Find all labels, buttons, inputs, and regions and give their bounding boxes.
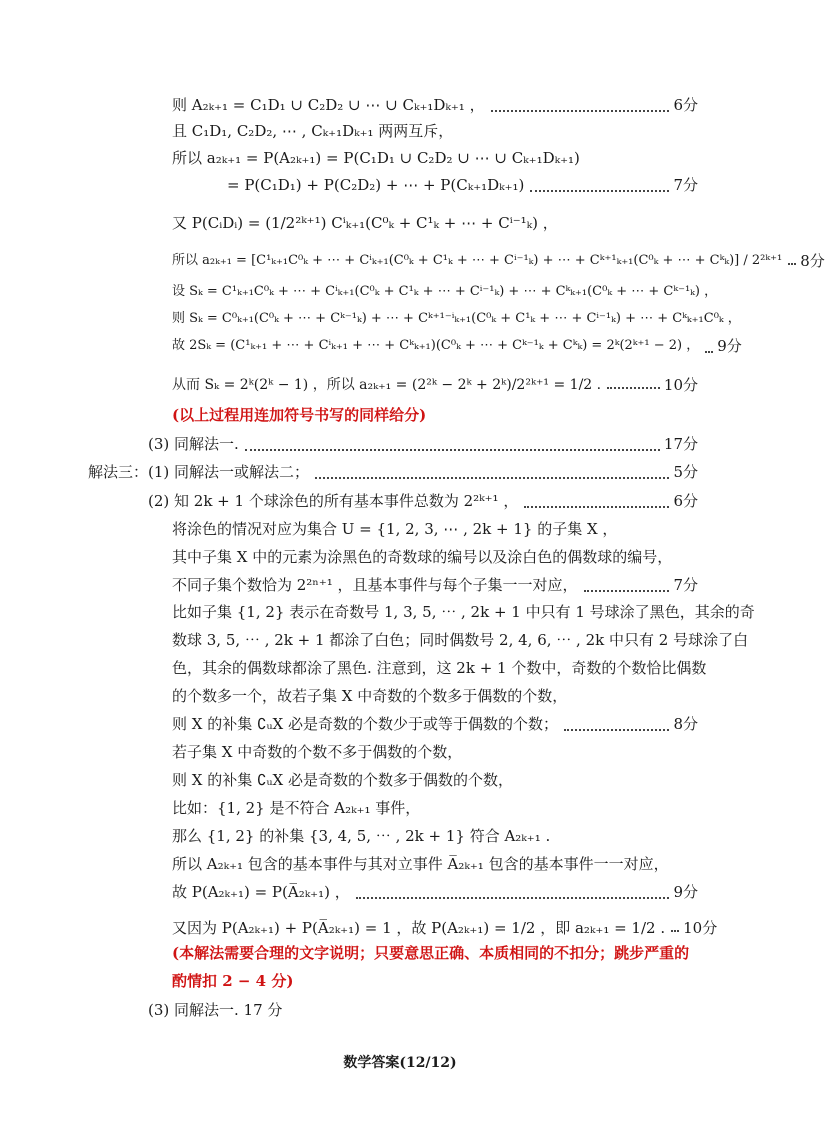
line-text: 设 Sₖ = C¹ₖ₊₁C⁰ₖ + ⋯ + Cⁱₖ₊₁(C⁰ₖ + C¹ₖ + ⋯ + Cⁱ⁻¹ₖ) + ⋯ + Cᵏₖ₊₁(C⁰ₖ + ⋯ + Cᵏ⁻¹ₖ) ， bbox=[172, 284, 718, 299]
line-22 bbox=[172, 714, 698, 740]
score-label: 5分 bbox=[673, 463, 698, 481]
line-text: 所以 a₂ₖ₊₁ = [C¹ₖ₊₁C⁰ₖ + ⋯ + Cⁱₖ₊₁(C⁰ₖ + C¹ₖ + ⋯ + Cⁱ⁻¹ₖ) + ⋯ + Cᵏ⁺¹ₖ₊₁(C⁰ₖ + ⋯ + Cᵏₖ)] / 2²ᵏ⁺¹ bbox=[172, 253, 783, 268]
leader-dots bbox=[491, 110, 670, 112]
line-7 bbox=[172, 282, 718, 308]
leader-dots bbox=[530, 190, 669, 192]
line-3 bbox=[172, 148, 698, 174]
score-label: 6分 bbox=[673, 96, 698, 114]
line-12 bbox=[148, 434, 698, 460]
leader-dots bbox=[564, 729, 669, 731]
line-text: (3) 同解法一. 17 分 bbox=[148, 1001, 283, 1019]
line-15 bbox=[172, 519, 698, 545]
line-text: (以上过程用连加符号书写的同样给分) bbox=[172, 406, 427, 424]
line-text: 色，其余的偶数球都涂了黑色. 注意到，这 2k + 1 个数中，奇数的个数恰比偶数 bbox=[172, 659, 707, 677]
line-text: 数球 3, 5, ⋯ , 2k + 1 都涂了白色；同时偶数号 2, 4, 6, ⋯ , 2k 中只有 2 号球涂了白 bbox=[172, 631, 749, 649]
line-text: 则 X 的补集 ∁ᵤX 必是奇数的个数多于偶数的个数， bbox=[172, 771, 513, 789]
line-text: 解法三：(1) 同解法一或解法二； bbox=[88, 463, 310, 481]
line-16 bbox=[172, 547, 698, 573]
line-9 bbox=[172, 336, 742, 362]
line-32 bbox=[148, 1000, 698, 1026]
line-18 bbox=[172, 602, 755, 628]
line-23 bbox=[172, 742, 698, 768]
line-25 bbox=[172, 798, 698, 824]
leader-dots bbox=[671, 930, 679, 932]
score-label: 9分 bbox=[673, 883, 698, 901]
leader-dots bbox=[607, 387, 660, 389]
score-label: 10分 bbox=[663, 376, 698, 394]
line-text: 将涂色的情况对应为集合 U = {1, 2, 3, ⋯ , 2k + 1} 的子集 X ， bbox=[172, 520, 618, 538]
line-text: 则 A₂ₖ₊₁ = C₁D₁ ∪ C₂D₂ ∪ ⋯ ∪ Cₖ₊₁Dₖ₊₁ ， bbox=[172, 96, 485, 114]
page-footer: 数学答案(12/12) bbox=[343, 1055, 457, 1071]
line-29 bbox=[172, 905, 718, 941]
note-red-2 bbox=[172, 943, 698, 969]
line-13 bbox=[88, 462, 698, 488]
line-text: 所以 a₂ₖ₊₁ = P(A₂ₖ₊₁) = P(C₁D₁ ∪ C₂D₂ ∪ ⋯ ∪ Cₖ₊₁Dₖ₊₁) bbox=[172, 149, 580, 167]
line-text: 比如子集 {1, 2} 表示在奇数号 1, 3, 5, ⋯ , 2k + 1 中只有 1 号球涂了黑色，其余的奇 bbox=[172, 603, 755, 621]
line-text: 酌情扣 2 − 4 分) bbox=[172, 972, 294, 990]
leader-dots bbox=[315, 477, 669, 479]
line-text: = P(C₁D₁) + P(C₂D₂) + ⋯ + P(Cₖ₊₁Dₖ₊₁) bbox=[227, 176, 525, 194]
line-8 bbox=[172, 309, 741, 335]
line-4 bbox=[227, 175, 698, 201]
score-label: 17分 bbox=[663, 435, 698, 453]
leader-dots bbox=[524, 506, 669, 508]
line-26 bbox=[172, 826, 698, 852]
leader-dots bbox=[584, 590, 670, 592]
line-24 bbox=[172, 770, 698, 796]
line-text: 又因为 P(A₂ₖ₊₁) + P(A̅₂ₖ₊₁) = 1 ，故 P(A₂ₖ₊₁) = 1/2 ，即 a₂ₖ₊₁ = 1/2 . bbox=[172, 919, 666, 937]
score-label: 7分 bbox=[673, 576, 698, 594]
line-19 bbox=[172, 630, 749, 656]
line-21 bbox=[172, 686, 698, 712]
note-red-3 bbox=[172, 971, 698, 997]
line-text: 故 P(A₂ₖ₊₁) = P(A̅₂ₖ₊₁) ， bbox=[172, 883, 350, 901]
line-text: 且 C₁D₁, C₂D₂, ⋯ , Cₖ₊₁Dₖ₊₁ 两两互斥， bbox=[172, 122, 454, 140]
line-text: 则 Sₖ = C⁰ₖ₊₁(C⁰ₖ + ⋯ + Cᵏ⁻¹ₖ) + ⋯ + Cᵏ⁺¹⁻ⁱₖ₊₁(C⁰ₖ + C¹ₖ + ⋯ + Cⁱ⁻¹ₖ) + ⋯ + Cᵏₖ₊₁C⁰ₖ ， bbox=[172, 311, 741, 326]
line-text: (本解法需要合理的文字说明；只要意思正确、本质相同的不扣分；跳步严重的 bbox=[172, 944, 690, 962]
line-27 bbox=[172, 854, 698, 880]
line-text: 故 2Sₖ = (C¹ₖ₊₁ + ⋯ + Cⁱₖ₊₁ + ⋯ + Cᵏₖ₊₁)(C⁰ₖ + ⋯ + Cᵏ⁻¹ₖ + Cᵏₖ) = 2ᵏ(2ᵏ⁺¹ − 2) ， bbox=[172, 338, 700, 353]
line-text: 那么 {1, 2} 的补集 {3, 4, 5, ⋯ , 2k + 1} 符合 A₂ₖ₊₁ . bbox=[172, 827, 551, 845]
leader-dots bbox=[788, 263, 796, 265]
line-text: 不同子集个数恰为 2²ⁿ⁺¹ ，且基本事件与每个子集一一对应， bbox=[172, 576, 578, 594]
line-text: (2) 知 2k + 1 个球涂色的所有基本事件总数为 2²ᵏ⁺¹ ， bbox=[148, 492, 519, 510]
leader-dots bbox=[245, 449, 660, 451]
line-text: 的个数多一个，故若子集 X 中奇数的个数多于偶数的个数， bbox=[172, 687, 568, 705]
score-label: 8分 bbox=[673, 715, 698, 733]
line-10 bbox=[172, 362, 698, 398]
line-text: 又 P(CᵢDᵢ) = (1/2²ᵏ⁺¹) Cⁱₖ₊₁(C⁰ₖ + C¹ₖ + ⋯ + Cⁱ⁻¹ₖ) ， bbox=[172, 214, 558, 232]
line-text: 比如：{1, 2} 是不符合 A₂ₖ₊₁ 事件， bbox=[172, 799, 421, 817]
leader-dots bbox=[356, 897, 670, 899]
score-label: 6分 bbox=[673, 492, 698, 510]
line-17 bbox=[172, 575, 698, 601]
line-text: (3) 同解法一. bbox=[148, 435, 239, 453]
score-label: 8分 bbox=[800, 252, 825, 270]
line-text: 所以 A₂ₖ₊₁ 包含的基本事件与其对立事件 A̅₂ₖ₊₁ 包含的基本事件一一对应， bbox=[172, 855, 669, 873]
line-6 bbox=[172, 238, 825, 274]
score-label: 9分 bbox=[717, 337, 742, 355]
note-red-1 bbox=[172, 405, 698, 431]
line-20 bbox=[172, 658, 707, 684]
score-label: 7分 bbox=[673, 176, 698, 194]
line-14 bbox=[148, 491, 698, 517]
leader-dots bbox=[705, 351, 713, 353]
line-text: 其中子集 X 中的元素为涂黑色的奇数球的编号以及涂白色的偶数球的编号， bbox=[172, 548, 673, 566]
line-2 bbox=[172, 121, 698, 147]
score-label: 10分 bbox=[683, 919, 718, 937]
line-text: 则 X 的补集 ∁ᵤX 必是奇数的个数少于或等于偶数的个数； bbox=[172, 715, 558, 733]
line-5 bbox=[172, 200, 698, 236]
line-text: 从而 Sₖ = 2ᵏ(2ᵏ − 1) ，所以 a₂ₖ₊₁ = (2²ᵏ − 2ᵏ + 2ᵏ)/2²ᵏ⁺¹ = 1/2 . bbox=[172, 377, 602, 393]
line-text: 若子集 X 中奇数的个数不多于偶数的个数， bbox=[172, 743, 463, 761]
